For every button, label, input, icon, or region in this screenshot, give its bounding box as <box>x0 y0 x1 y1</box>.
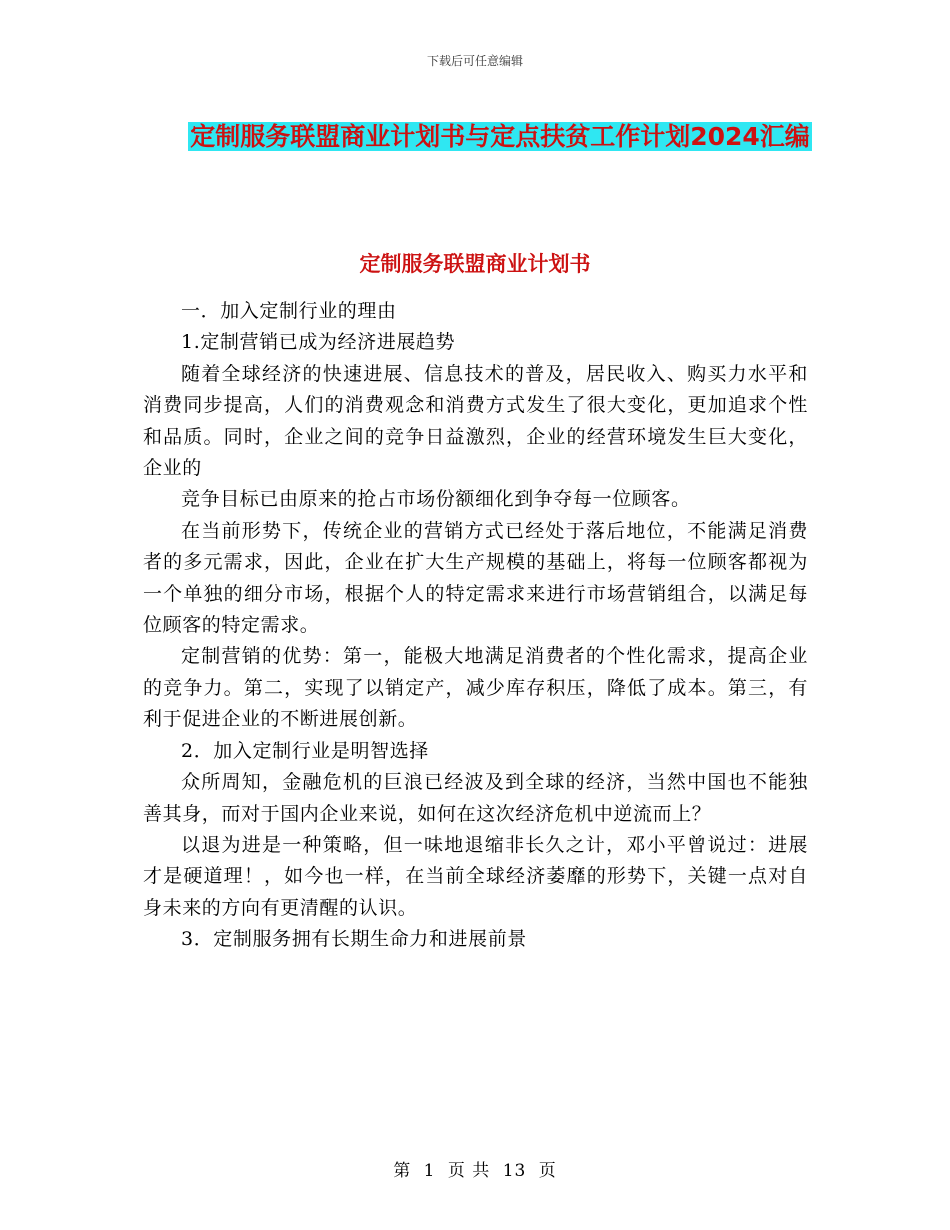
paragraph: 在当前形势下，传统企业的营销方式已经处于落后地位，不能满足消费者的多元需求，因此，企业在扩大生产规模的基础上，将每一位顾客都视为一个单独的细分市场，根据个人的特定需求来进行市场营销组合，以满足每位顾客的特定需求。 <box>143 519 808 637</box>
subheading-1: 1.定制营销已成为经济进展趋势 <box>181 331 456 354</box>
paragraph: 定制营销的优势：第一，能极大地满足消费者的个性化需求，提高企业的竞争力。第二，实现了以销定产，减少库存积压，降低了成本。第三，有利于促进企业的不断进展创新。 <box>143 645 808 731</box>
subheading-2: 2．加入定制行业是明智选择 <box>181 739 429 762</box>
document-body <box>143 296 808 956</box>
footer-page-number: 1 <box>423 1161 436 1181</box>
document-title <box>140 112 860 162</box>
paragraph: 竞争目标已由原来的抢占市场份额细化到争夺每一位顾客。 <box>181 488 691 511</box>
heading-reasons: 一．加入定制行业的理由 <box>181 300 397 322</box>
header-note: 下载后可任意编辑 <box>426 54 523 68</box>
subheading-3: 3．定制服务拥有长期生命力和进展前景 <box>181 928 527 951</box>
footer-mid: 页 共 <box>447 1161 491 1181</box>
page-footer <box>0 1156 950 1181</box>
document-title-text: 定制服务联盟商业计划书与定点扶贫工作计划2024汇编 <box>190 122 810 151</box>
footer-total-pages: 13 <box>502 1161 527 1181</box>
section-title: 定制服务联盟商业计划书 <box>359 252 591 276</box>
paragraph: 众所周知，金融危机的巨浪已经波及到全球的经济，当然中国也不能独善其身，而对于国内企业来说，如何在这次经济危机中逆流而上？ <box>143 771 808 825</box>
paragraph: 随着全球经济的快速进展、信息技术的普及，居民收入、购买力水平和消费同步提高，人们的消费观念和消费方式发生了很大变化，更加追求个性和品质。同时，企业之间的竞争日益激烈，企业的经营环境发生巨大变化，企业的 <box>143 362 808 480</box>
footer-prefix: 第 <box>393 1161 412 1181</box>
paragraph: 以退为进是一种策略，但一味地退缩非长久之计，邓小平曾说过：进展才是硬道理！，如今也一样，在当前全球经济萎靡的形势下，关键一点对自身未来的方向有更清醒的认识。 <box>143 833 808 919</box>
footer-suffix: 页 <box>538 1161 557 1181</box>
